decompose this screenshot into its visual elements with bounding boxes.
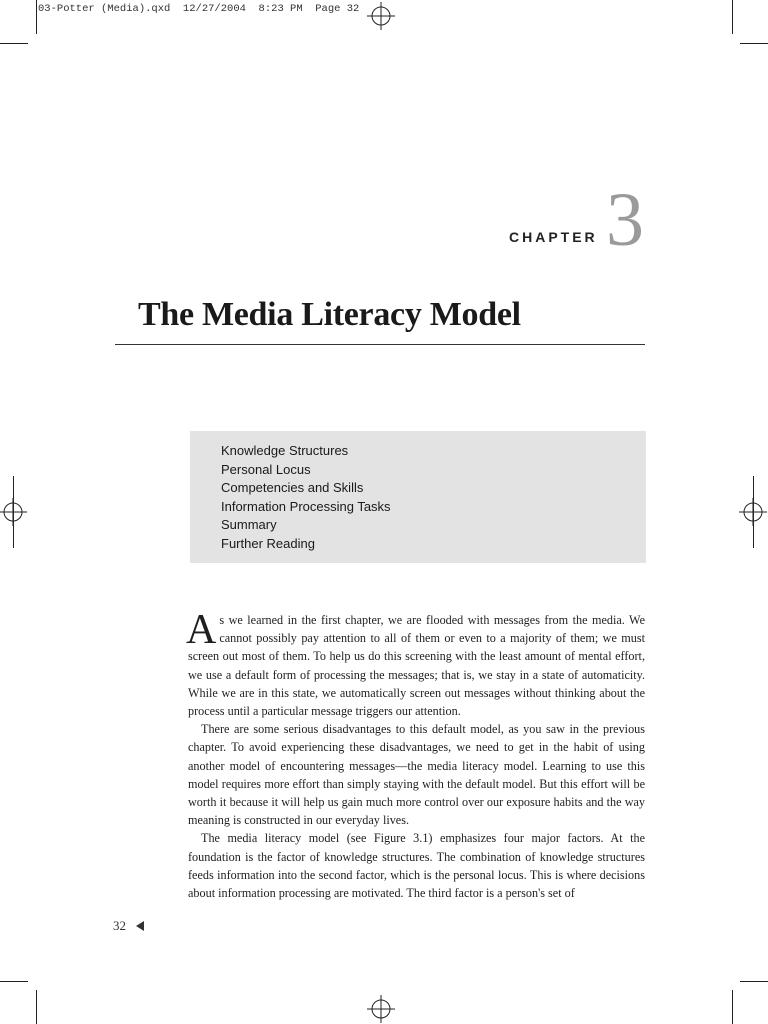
crop-mark-top-right-h <box>740 43 768 44</box>
title-divider <box>115 344 645 345</box>
crop-mark-bottom-right-h <box>740 981 768 982</box>
contents-item: Knowledge Structures <box>221 443 349 458</box>
crop-mark-top-right <box>732 0 733 34</box>
crop-mark-bottom-left-h <box>0 981 28 982</box>
contents-item: Personal Locus <box>221 461 311 477</box>
contents-item: Further Reading <box>221 535 315 551</box>
chapter-number: 3 <box>606 178 644 262</box>
body-paragraph: There are some serious disadvantages to this default model, as you saw in the previous chapter. To avoid experiencing these disadvantages, we need to get in the habit of using another model of encountering messages—the media literacy model. Learning to use this model requires more effort than simply staying with the default model. But this effort will be worth it because it will help us gain much more control over our exposure habits and the way meaning is constructed in our everyday lives. <box>188 722 645 828</box>
paragraph-text: s we learned in the first chapter, we are flooded with messages from the media. We cannot possibly pay attention to all of them or even to a majority of them; we must screen out most of them. To help us do this screening with the least amount of mental effort, we use a default form of processing the messages; that is, we stay in a state of automaticity. While we are in this state, we automatically screen out messages without thinking about the process until a particular message triggers our attention. <box>188 613 645 719</box>
body-paragraph <box>186 607 645 720</box>
drop-cap: A <box>186 607 217 653</box>
triangle-left-icon <box>136 921 144 931</box>
crop-mark-top-left <box>36 0 37 34</box>
registration-mark-icon <box>367 995 395 1023</box>
chapter-contents-box <box>190 431 646 563</box>
page-title: The Media Literacy Model <box>138 296 521 333</box>
registration-mark-line <box>753 476 754 548</box>
contents-item: Summary <box>221 517 277 533</box>
page-number: 32 <box>113 918 126 933</box>
contents-item: Information Processing Tasks <box>221 498 391 514</box>
crop-mark-bottom-right <box>732 990 733 1024</box>
body-paragraph: The media literacy model (see Figure 3.1) emphasizes four major factors. At the foundation is the factor of knowledge structures. The combination of knowledge structures feeds information into the second factor, which is the personal locus. This is where decisions about information processing are motivated. The third factor is a person's set of <box>188 831 645 901</box>
registration-mark-line <box>13 476 14 548</box>
chapter-label: CHAPTER <box>509 229 598 245</box>
chapter-contents-list <box>221 442 391 554</box>
contents-item: Competencies and Skills <box>221 480 364 496</box>
body-text <box>186 607 645 902</box>
crop-mark-bottom-left <box>36 990 37 1024</box>
crop-mark-top-left-h <box>0 43 28 44</box>
print-slug: 03-Potter (Media).qxd 12/27/2004 8:23 PM Page 32 <box>38 3 360 15</box>
registration-mark-icon <box>367 2 395 30</box>
